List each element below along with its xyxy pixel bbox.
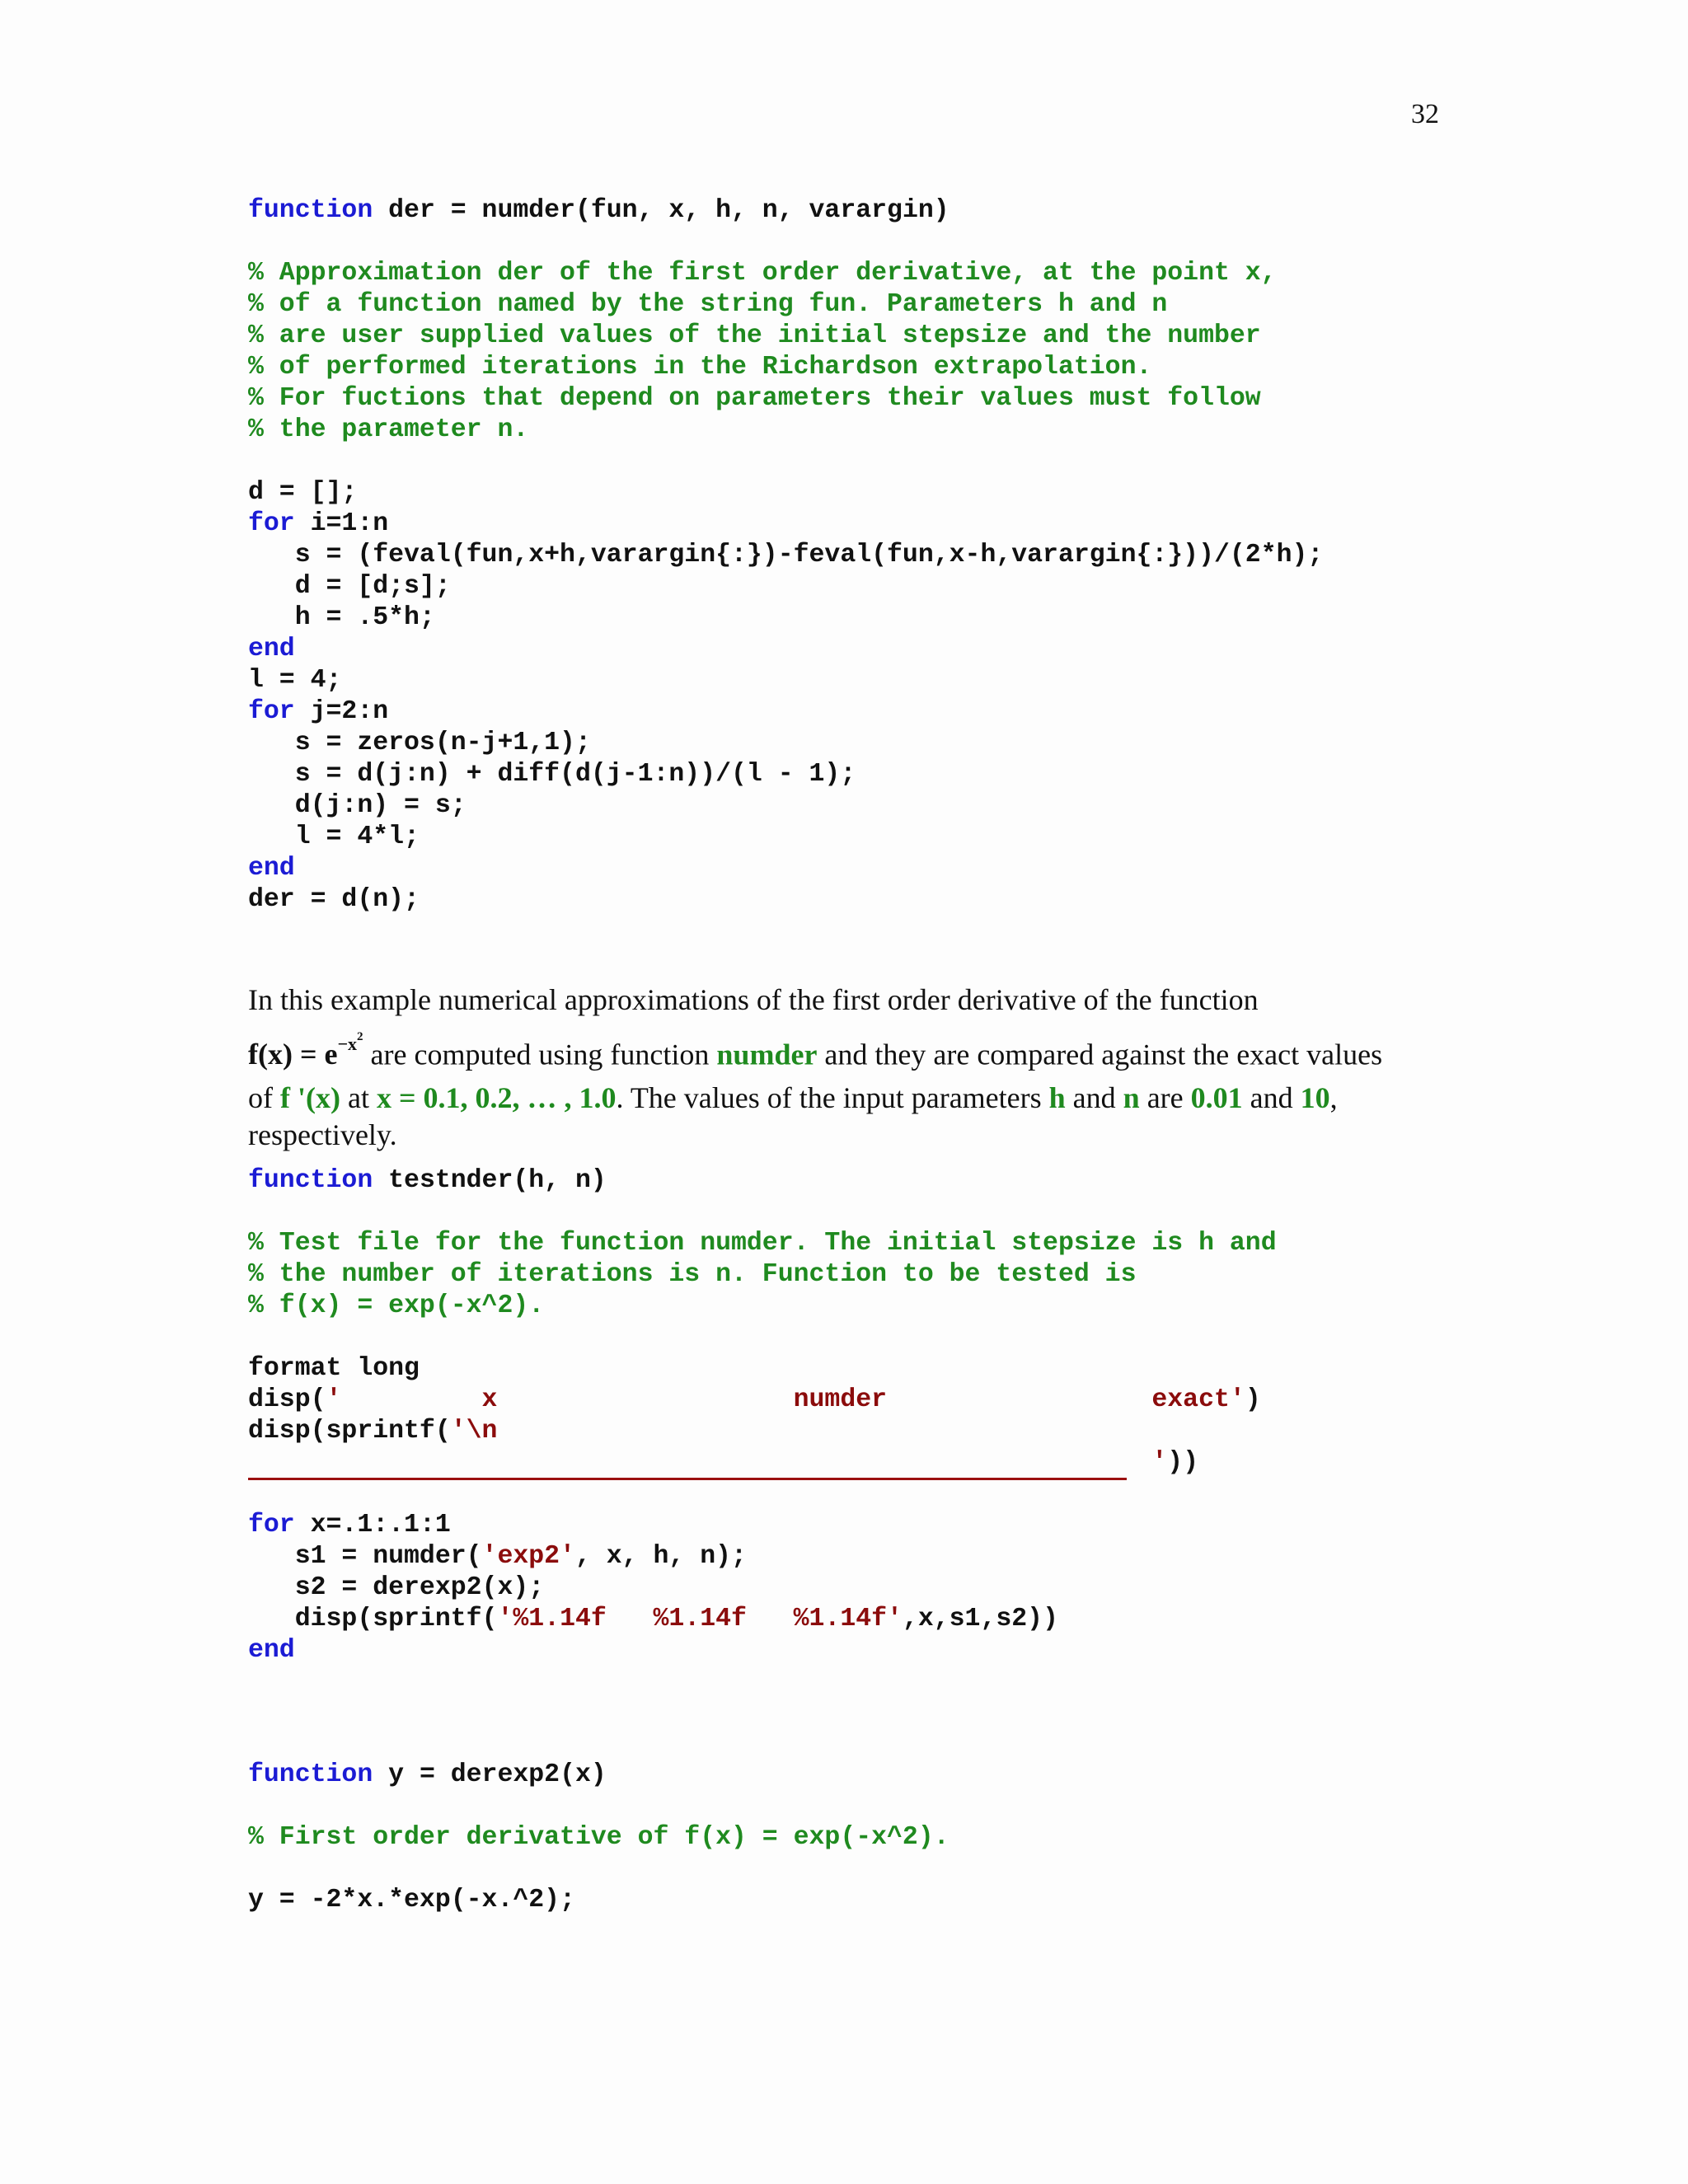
code-line [248, 1541, 1277, 1572]
code-comment: % of a function named by the string fun. Parameters h and n [248, 290, 1168, 319]
code-line [248, 1385, 1277, 1416]
code-comment: % of performed iterations in the Richardson extrapolation. [248, 353, 1152, 382]
code-line [248, 509, 1323, 540]
paragraph-line-3: of f '(x) at x = 0.1, 0.2, … , 1.0. The values of the input parameters h and n are 0.01 and 10, [248, 1081, 1338, 1115]
code-line [248, 1259, 1277, 1291]
code-string: ' x numder exact' [326, 1385, 1245, 1414]
code-line [248, 352, 1323, 383]
code-text: l = 4*l; [248, 823, 420, 851]
code-text: h = .5*h; [248, 603, 435, 632]
code-text: s = (feval(fun,x+h,varargin{:})-feval(fun,x-h,varargin{:}))/(2*h); [248, 541, 1324, 569]
code-text: y = derexp2(x) [373, 1760, 607, 1789]
code-text [248, 1448, 1151, 1477]
paragraph-line-1: In this example numerical approximations of the first order derivative of the function [248, 983, 1259, 1016]
code-line [248, 1635, 1277, 1666]
code-keyword: end [248, 1636, 295, 1665]
code-line [248, 1353, 1277, 1385]
code-keyword: function [248, 1760, 373, 1789]
code-text: d = [d;s]; [248, 572, 451, 601]
code-text: , x, h, n); [574, 1542, 747, 1571]
code-line [248, 1447, 1277, 1479]
code-text: s1 = numder( [248, 1542, 482, 1571]
numder-ref: numder [716, 1038, 818, 1071]
code-line [248, 571, 1323, 602]
code-text: x=.1:.1:1 [294, 1511, 451, 1540]
testnder-code-listing [248, 1165, 1277, 1666]
code-line [248, 1165, 1277, 1197]
code-line [248, 321, 1323, 352]
code-line [248, 822, 1323, 853]
code-string: ' [1151, 1448, 1168, 1477]
code-keyword: function [248, 1166, 373, 1195]
code-text: disp(sprintf( [248, 1417, 451, 1446]
code-line [248, 759, 1323, 790]
code-line [248, 1572, 1277, 1604]
code-line [248, 477, 1323, 509]
code-line [248, 1291, 1277, 1322]
code-string: 'exp2' [481, 1542, 575, 1571]
code-line [248, 415, 1323, 446]
code-line [248, 383, 1323, 415]
page-number: 32 [1411, 99, 1439, 129]
code-comment: % are user supplied values of the initial stepsize and the number [248, 321, 1261, 350]
code-text: s2 = derexp2(x); [248, 1573, 545, 1602]
code-text: l = 4; [248, 666, 342, 695]
code-keyword: for [248, 1511, 295, 1540]
code-text: disp( [248, 1385, 326, 1414]
code-line [248, 1510, 1277, 1541]
code-text: s = d(j:n) + diff(d(j-1:n))/(l - 1); [248, 760, 856, 789]
code-line [248, 1822, 950, 1854]
code-comment: % the number of iterations is n. Function to be tested is [248, 1260, 1137, 1289]
code-line [248, 446, 1323, 477]
paragraph-line-4: respectively. [248, 1118, 397, 1152]
code-keyword: for [248, 697, 295, 726]
code-line [248, 1322, 1277, 1353]
code-keyword: for [248, 509, 295, 538]
code-keyword: end [248, 854, 295, 883]
code-text: ,x,s1,s2)) [902, 1605, 1058, 1633]
code-line [248, 1228, 1277, 1259]
code-line [248, 195, 1323, 227]
code-line [248, 1885, 950, 1916]
function-formula: $f(x) = e^{-x^2}$ [248, 1030, 363, 1071]
code-line [248, 1760, 950, 1791]
code-comment: % Test file for the function numder. The initial stepsize is h and [248, 1229, 1277, 1258]
code-string: '\n [450, 1417, 498, 1446]
separator-rule [248, 1478, 1127, 1480]
code-text: der = d(n); [248, 885, 420, 914]
code-text: i=1:n [294, 509, 389, 538]
code-comment: % For fuctions that depend on parameters their values must follow [248, 384, 1261, 413]
code-comment: % First order derivative of f(x) = exp(-x^2). [248, 1823, 950, 1852]
code-line [248, 258, 1323, 289]
code-text: testnder(h, n) [373, 1166, 607, 1195]
code-text: disp(sprintf( [248, 1605, 498, 1633]
code-line [248, 1479, 1277, 1510]
code-keyword: function [248, 196, 373, 225]
code-line [248, 884, 1323, 916]
numder-code-listing [248, 195, 1323, 916]
code-comment: % f(x) = exp(-x^2). [248, 1291, 545, 1320]
code-line [248, 634, 1323, 665]
code-string: '%1.14f %1.14f %1.14f' [497, 1605, 903, 1633]
code-line [248, 853, 1323, 884]
code-text: d(j:n) = s; [248, 791, 467, 820]
code-comment: % Approximation der of the first order derivative, at the point x, [248, 259, 1277, 288]
code-text: j=2:n [294, 697, 389, 726]
code-line [248, 289, 1323, 321]
code-line [248, 1604, 1277, 1635]
description-paragraph [248, 978, 1427, 1150]
code-text: )) [1167, 1448, 1199, 1477]
code-line [248, 1854, 950, 1885]
code-line [248, 602, 1323, 634]
code-line [248, 540, 1323, 571]
code-text: format long [248, 1354, 420, 1383]
code-text: ) [1245, 1385, 1261, 1414]
code-line [248, 227, 1323, 258]
code-line [248, 728, 1323, 759]
code-text: y = -2*x.*exp(-x.^2); [248, 1886, 575, 1915]
code-text: s = zeros(n-j+1,1); [248, 729, 591, 757]
code-text: der = numder(fun, x, h, n, varargin) [373, 196, 950, 225]
code-comment: % the parameter n. [248, 415, 529, 444]
code-line [248, 665, 1323, 696]
paragraph-line-2: $f(x) = e^{-x^2}$ are computed using function numder and they are compared against the exact values [248, 1030, 1383, 1071]
code-line [248, 790, 1323, 822]
code-keyword: end [248, 635, 295, 663]
derexp2-code-listing [248, 1760, 950, 1916]
code-line [248, 1791, 950, 1822]
code-text: d = []; [248, 478, 358, 507]
code-line [248, 696, 1323, 728]
code-line [248, 1197, 1277, 1228]
code-line [248, 1416, 1277, 1447]
